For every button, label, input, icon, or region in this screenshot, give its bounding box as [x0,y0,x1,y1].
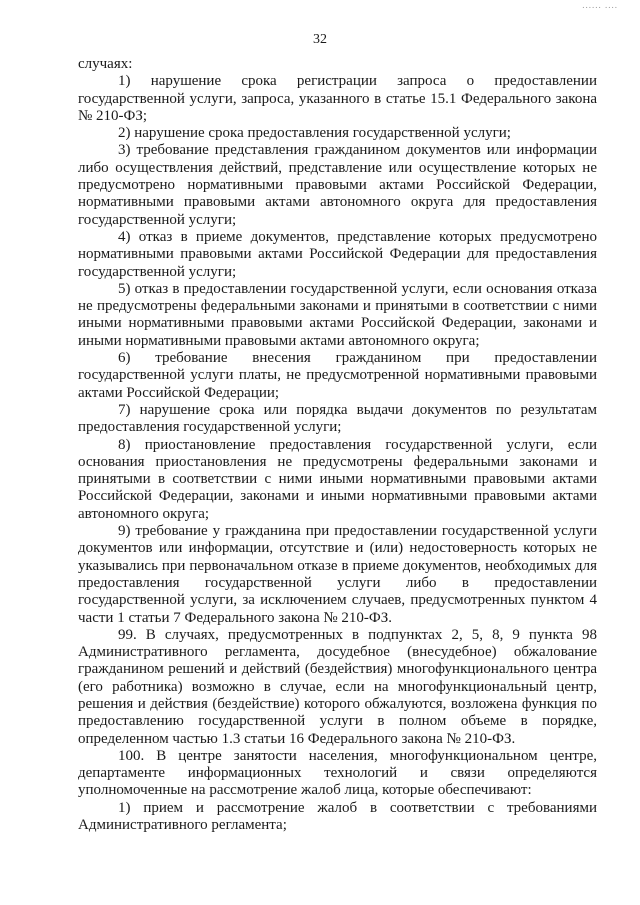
document-body [78,56,597,834]
paragraph-item-5: 5) отказ в предоставлении государственной услуги, если основания отказа не предусмотрены федеральными законами и принятыми в соответствии с ними иными нормативными правовыми актами Российской Федерации, законами и иными нормативными правовыми актами автономного округа; [78,280,597,349]
paragraph-clause-100-item-1: 1) прием и рассмотрение жалоб в соответствии с требованиями Административного регламента; [78,799,597,834]
paragraph-item-9: 9) требование у гражданина при предоставлении государственной услуги документов или информации, отсутствие и (или) недостоверность которых не указывались при первоначальном отказе в приеме документов, необходимых для предоставления государственной услуги либо в предоставлении государственной услуги, за исключением случаев, предусмотренных пунктом 4 части 1 статьи 7 Федерального закона № 210-ФЗ. [78,523,597,626]
paragraph-item-2: 2) нарушение срока предоставления государственной услуги; [118,125,511,142]
paragraph-item-3: 3) требование представления гражданином документов или информации либо осуществления действий, представление или осуществление которых не предусмотрено нормативными правовыми актами Российской Федерации, нормативными правовыми актами автономного округа для предоставления государственной услуги; [78,142,597,228]
paragraph-item-7: 7) нарушение срока или порядка выдачи документов по результатам предоставления государственной услуги; [78,401,597,436]
paragraph-continuation: случаях: [78,56,133,72]
paragraph-item-6: 6) требование внесения гражданином при предоставлении государственной услуги платы, не предусмотренной нормативными правовыми актами Российской Федерации; [78,350,597,401]
paragraph-clause-100: 100. В центре занятости населения, многофункциональном центре, департаменте информационных технологий и связи определяются уполномоченные на рассмотрение жалоб лица, которые обеспечивают: [78,747,597,799]
page-corner-mark: ...... .... [582,0,618,10]
paragraph-item-8: 8) приостановление предоставления государственной услуги, если основания приостановления не предусмотрены федеральными законами и принятыми в соответствии с ними иными нормативными правовыми актами Российской Федерации, законами и иными нормативными правовыми актами автономного округа; [78,436,597,522]
page-number: 32 [313,32,327,47]
paragraph-item-1: 1) нарушение срока регистрации запроса о предоставлении государственной услуги, запроса, указанного в статье 15.1 Федерального закона № 210-ФЗ; [78,73,597,124]
paragraph-item-4: 4) отказ в приеме документов, представление которых предусмотрено нормативными правовыми актами Российской Федерации для предоставления государственной услуги; [78,228,597,280]
paragraph-clause-99: 99. В случаях, предусмотренных в подпунктах 2, 5, 8, 9 пункта 98 Административного регламента, досудебное (внесудебное) обжалование гражданином решений и действий (бездействия) многофункционального центра (его работника) возможно в случае, если на многофункциональный центр, решения и действия (бездействие) которого обжалуются, возложена функция по предоставлению государственной услуги в полном объеме в порядке, определенном частью 1.3 статьи 16 Федерального закона № 210-ФЗ. [78,626,597,747]
